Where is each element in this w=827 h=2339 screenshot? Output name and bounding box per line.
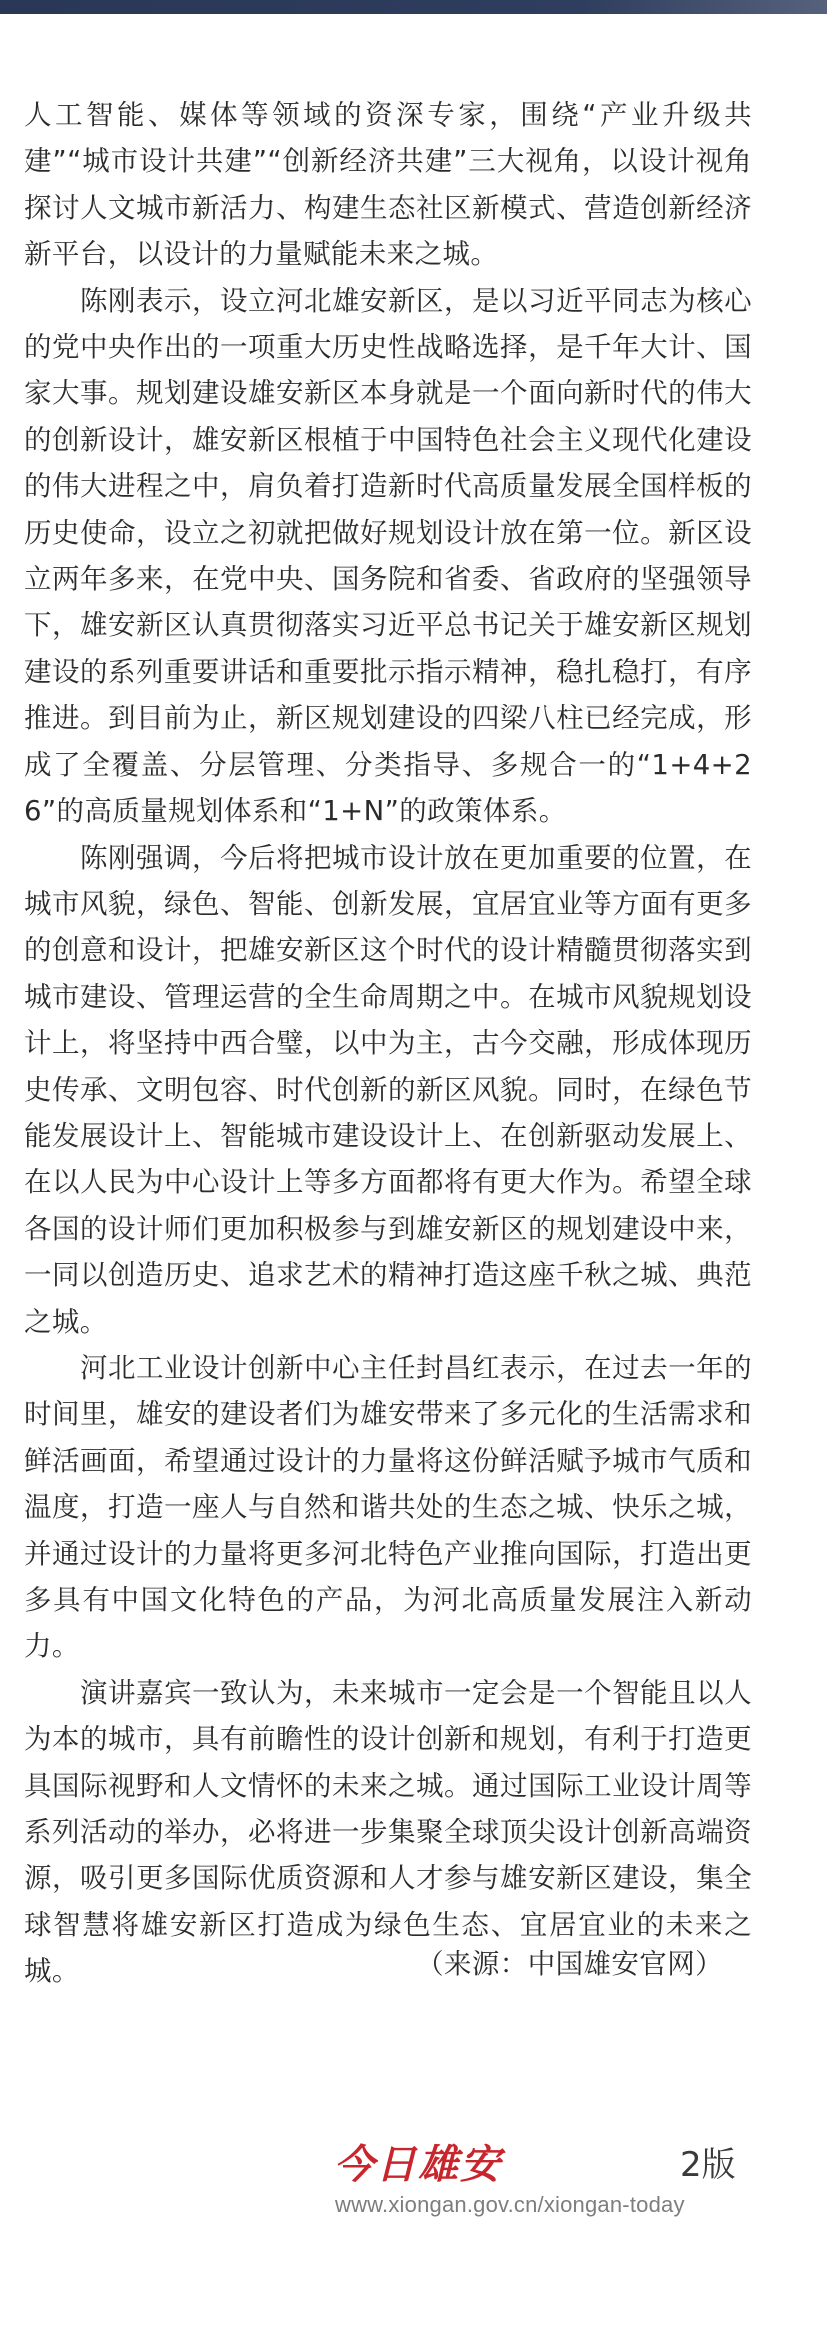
top-banner-bar <box>0 0 827 14</box>
page-number: 2版 <box>680 2145 736 2185</box>
article-paragraph: 陈刚强调，今后将把城市设计放在更加重要的位置，在城市风貌，绿色、智能、创新发展，宜居宜业等方面有更多的创意和设计，把雄安新区这个时代的设计精髓贯彻落实到城市建设、管理运营的全生命周期之中。在城市风貌规划设计上，将坚持中西合璧，以中为主，古今交融，形成体现历史传承、文明包容、时代创新的新区风貌。同时，在绿色节能发展设计上、智能城市建设设计上、在创新驱动发展上、在以人民为中心设计上等多方面都将有更大作为。希望全球各国的设计师们更加积极参与到雄安新区的规划建设中来，一同以创造历史、追求艺术的精神打造这座千秋之城、典范之城。 <box>24 841 752 1338</box>
article-paragraph: 河北工业设计创新中心主任封昌红表示，在过去一年的时间里，雄安的建设者们为雄安带来了多元化的生活需求和鲜活画面，希望通过设计的力量将这份鲜活赋予城市气质和温度，打造一座人与自然和谐共处的生态之城、快乐之城，并通过设计的力量将更多河北特色产业推向国际，打造出更多具有中国文化特色的产品，为河北高质量发展注入新动力。 <box>24 1351 752 1663</box>
article-paragraph: 陈刚表示，设立河北雄安新区，是以习近平同志为核心的党中央作出的一项重大历史性战略选择，是千年大计、国家大事。规划建设雄安新区本身就是一个面向新时代的伟大的创新设计，雄安新区根植于中国特色社会主义现代化建设的伟大进程之中，肩负着打造新时代高质量发展全国样板的历史使命，设立之初就把做好规划设计放在第一位。新区设立两年多来，在党中央、国务院和省委、省政府的坚强领导下，雄安新区认真贯彻落实习近平总书记关于雄安新区规划建设的系列重要讲话和重要批示指示精神，稳扎稳打，有序推进。到目前为止，新区规划建设的四梁八柱已经完成，形成了全覆盖、分层管理、分类指导、多规合一的“1+4+26”的高质量规划体系和“1+N”的政策体系。 <box>24 284 752 828</box>
article-paragraph: 演讲嘉宾一致认为，未来城市一定会是一个智能且以人为本的城市，具有前瞻性的设计创新和规划，有利于打造更具国际视野和人文情怀的未来之城。通过国际工业设计周等系列活动的举办，必将进一步集聚全球顶尖设计创新高端资源，吸引更多国际优质资源和人才参与雄安新区建设，集全球智慧将雄安新区打造成为绿色生态、宜居宜业的未来之城。 <box>24 1676 752 1988</box>
article-source: （来源：中国雄安官网） <box>416 1948 723 1980</box>
article-body <box>24 92 752 1995</box>
article-paragraph: 人工智能、媒体等领域的资深专家，围绕“产业升级共建”“城市设计共建”“创新经济共建”三大视角，以设计视角探讨人文城市新活力、构建生态社区新模式、营造创新经济新平台，以设计的力量赋能未来之城。 <box>24 99 752 271</box>
website-url[interactable]: www.xiongan.gov.cn/xiongan-today <box>335 2192 685 2217</box>
page-footer <box>0 2140 827 2230</box>
brand-logo: 今日雄安 <box>334 2141 502 2188</box>
